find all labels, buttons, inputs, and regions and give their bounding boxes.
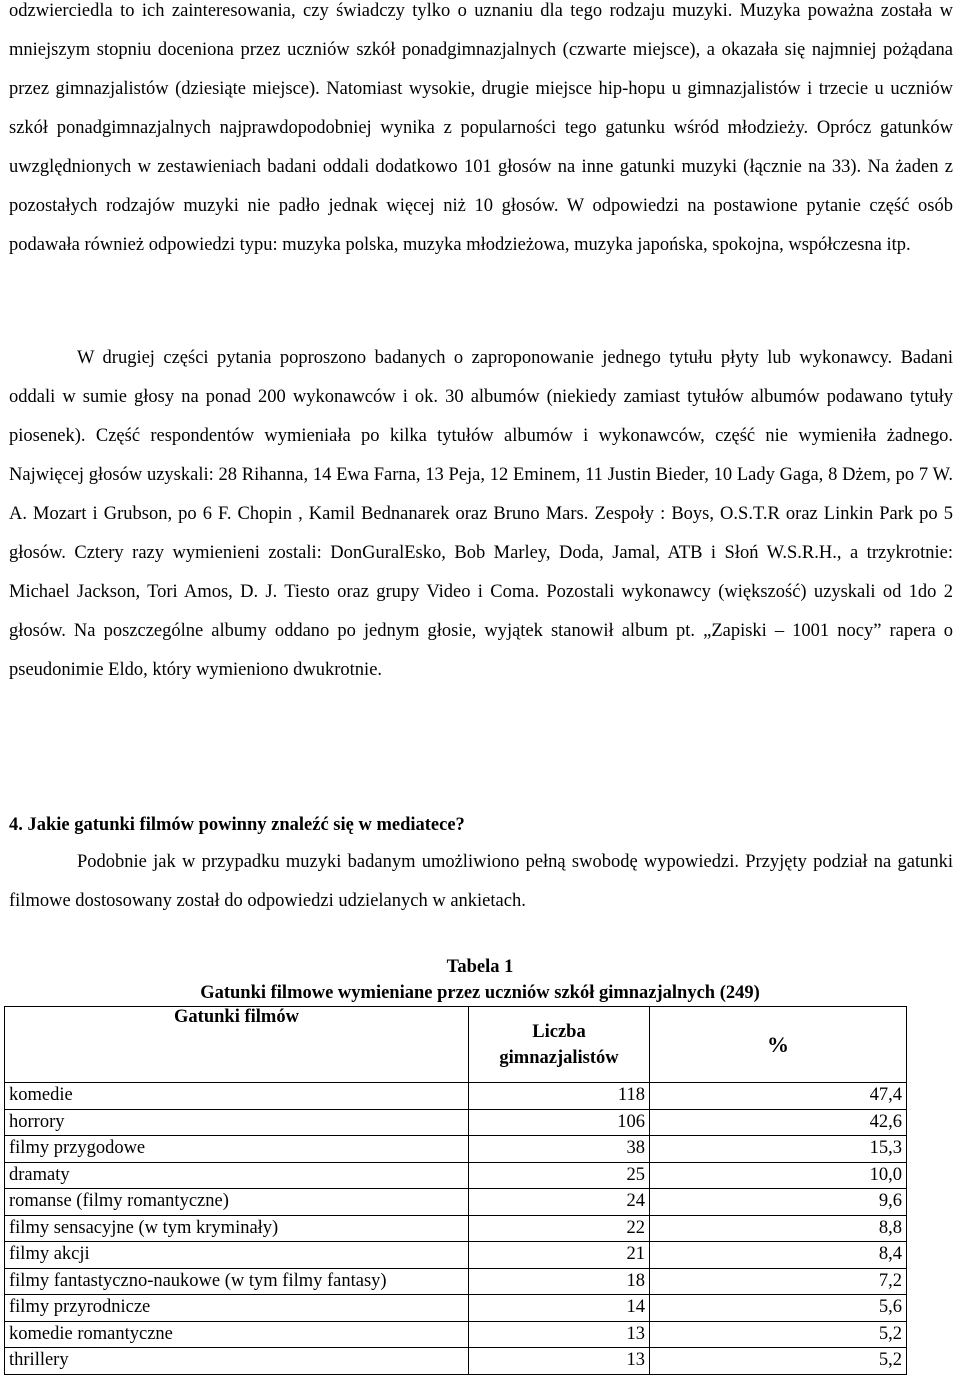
cell-genre: thrillery [5, 1348, 469, 1375]
cell-count: 21 [469, 1242, 650, 1269]
table-row [5, 1321, 907, 1348]
cell-genre: dramaty [5, 1162, 469, 1189]
paragraph-film-intro: Podobnie jak w przypadku muzyki badanym umożliwiono pełną swobodę wypowiedzi. Przyjęty podział na gatunki filmowe dostosowany został do odpowiedzi udzielanych w ankietach. [9, 852, 953, 911]
section-heading: 4. Jakie gatunki filmów powinny znaleźć się w mediatece? [9, 815, 465, 835]
cell-pct: 8,8 [650, 1215, 907, 1242]
table-row [5, 1162, 907, 1189]
cell-pct: 15,3 [650, 1136, 907, 1163]
cell-count: 106 [469, 1109, 650, 1136]
cell-pct: 9,6 [650, 1189, 907, 1216]
table-title: Gatunki filmowe wymieniane przez uczniów szkół gimnazjalnych (249) [200, 983, 760, 1003]
cell-genre: filmy fantastyczno-naukowe (w tym filmy fantasy) [5, 1268, 469, 1295]
cell-count: 25 [469, 1162, 650, 1189]
cell-pct: 42,6 [650, 1109, 907, 1136]
cell-genre: filmy przyrodnicze [5, 1295, 469, 1322]
cell-genre: komedie [5, 1083, 469, 1110]
header-percent: % [650, 1007, 907, 1083]
cell-pct: 5,2 [650, 1321, 907, 1348]
cell-genre: horrory [5, 1109, 469, 1136]
header-count: Liczba gimnazjalistów [469, 1007, 650, 1083]
table-body [5, 1083, 907, 1375]
cell-genre: filmy sensacyjne (w tym kryminały) [5, 1215, 469, 1242]
cell-count: 13 [469, 1348, 650, 1375]
cell-pct: 47,4 [650, 1083, 907, 1110]
cell-genre: romanse (filmy romantyczne) [5, 1189, 469, 1216]
cell-count: 18 [469, 1268, 650, 1295]
table-row [5, 1242, 907, 1269]
paragraph-artists: W drugiej części pytania poproszono badanych o zaproponowanie jednego tytułu płyty lub wykonawcy. Badani oddali w sumie głosy na ponad 200 wykonawców i ok. 30 albumów (niekiedy zamiast tytułów albumów podawano tytuły piosenek). Część respondentów wymieniała po kilka tytułów albumów i wykonawców, część nie wymieniła żadnego. Najwięcej głosów uzyskali: 28 Rihanna, 14 Ewa Farna, 13 Peja, 12 Eminem, 11 Justin Bieder, 10 Lady Gaga, 8 Dżem, po 7 W. A. Mozart i Grubson, po 6 F. Chopin , Kamil Bednanarek oraz Bruno Mars. Zespoły : Boys, O.S.T.R oraz Linkin Park po 5 głosów. Cztery razy wymienieni zostali: DonGuralEsko, Bob Marley, Doda, Jamal, ATB i Słoń W.S.R.H., a trzykrotnie: Michael Jackson, Tori Amos, D. J. Tiesto oraz grupy Video i Coma. Pozostali wykonawcy (większość) uzyskali od 1do 2 głosów. Na poszczególne albumy oddano po jednym głosie, wyjątek stanowił album pt. „Zapiski – 1001 nocy” rapera o pseudonimie Eldo, który wymieniono dwukrotnie. [9, 348, 953, 680]
cell-pct: 7,2 [650, 1268, 907, 1295]
table-row [5, 1136, 907, 1163]
table-row [5, 1295, 907, 1322]
table-caption: Tabela 1 [446, 957, 514, 977]
table-row [5, 1215, 907, 1242]
cell-count: 14 [469, 1295, 650, 1322]
cell-count: 38 [469, 1136, 650, 1163]
cell-genre: filmy przygodowe [5, 1136, 469, 1163]
table-header-row [5, 1007, 907, 1083]
cell-count: 24 [469, 1189, 650, 1216]
cell-pct: 10,0 [650, 1162, 907, 1189]
cell-count: 13 [469, 1321, 650, 1348]
cell-genre: filmy akcji [5, 1242, 469, 1269]
paragraph-music-summary: odzwierciedla to ich zainteresowania, czy świadczy tylko o uznaniu dla tego rodzaju muzyki. Muzyka poważna została w mniejszym stopniu doceniona przez uczniów szkół ponadgimnazjalnych (czwarte miejsce), a okazała się najmniej pożądana przez gimnazjalistów (dziesiąte miejsce). Natomiast wysokie, drugie miejsce hip-hopu u gimnazjalistów i trzecie u uczniów szkół ponadgimnazjalnych najprawdopodobniej wynika z popularności tego gatunku wśród młodzieży. Oprócz gatunków uwzględnionych w zestawieniach badani oddali dodatkowo 101 głosów na inne gatunki muzyki (łącznie na 33). Na żaden z pozostałych rodzajów muzyki nie padło jednak więcej niż 10 głosów. W odpowiedzi na postawione pytanie część osób podawała również odpowiedzi typu: muzyka polska, muzyka młodzieżowa, muzyka japońska, spokojna, współczesna itp. [9, 1, 953, 255]
cell-genre: komedie romantyczne [5, 1321, 469, 1348]
cell-count: 22 [469, 1215, 650, 1242]
table-row [5, 1189, 907, 1216]
table-row [5, 1268, 907, 1295]
header-genre: Gatunki filmów [5, 1007, 469, 1083]
cell-pct: 5,2 [650, 1348, 907, 1375]
table-row [5, 1083, 907, 1110]
film-genres-table [4, 1006, 907, 1375]
table-row [5, 1348, 907, 1375]
cell-pct: 8,4 [650, 1242, 907, 1269]
table-row [5, 1109, 907, 1136]
cell-count: 118 [469, 1083, 650, 1110]
cell-pct: 5,6 [650, 1295, 907, 1322]
